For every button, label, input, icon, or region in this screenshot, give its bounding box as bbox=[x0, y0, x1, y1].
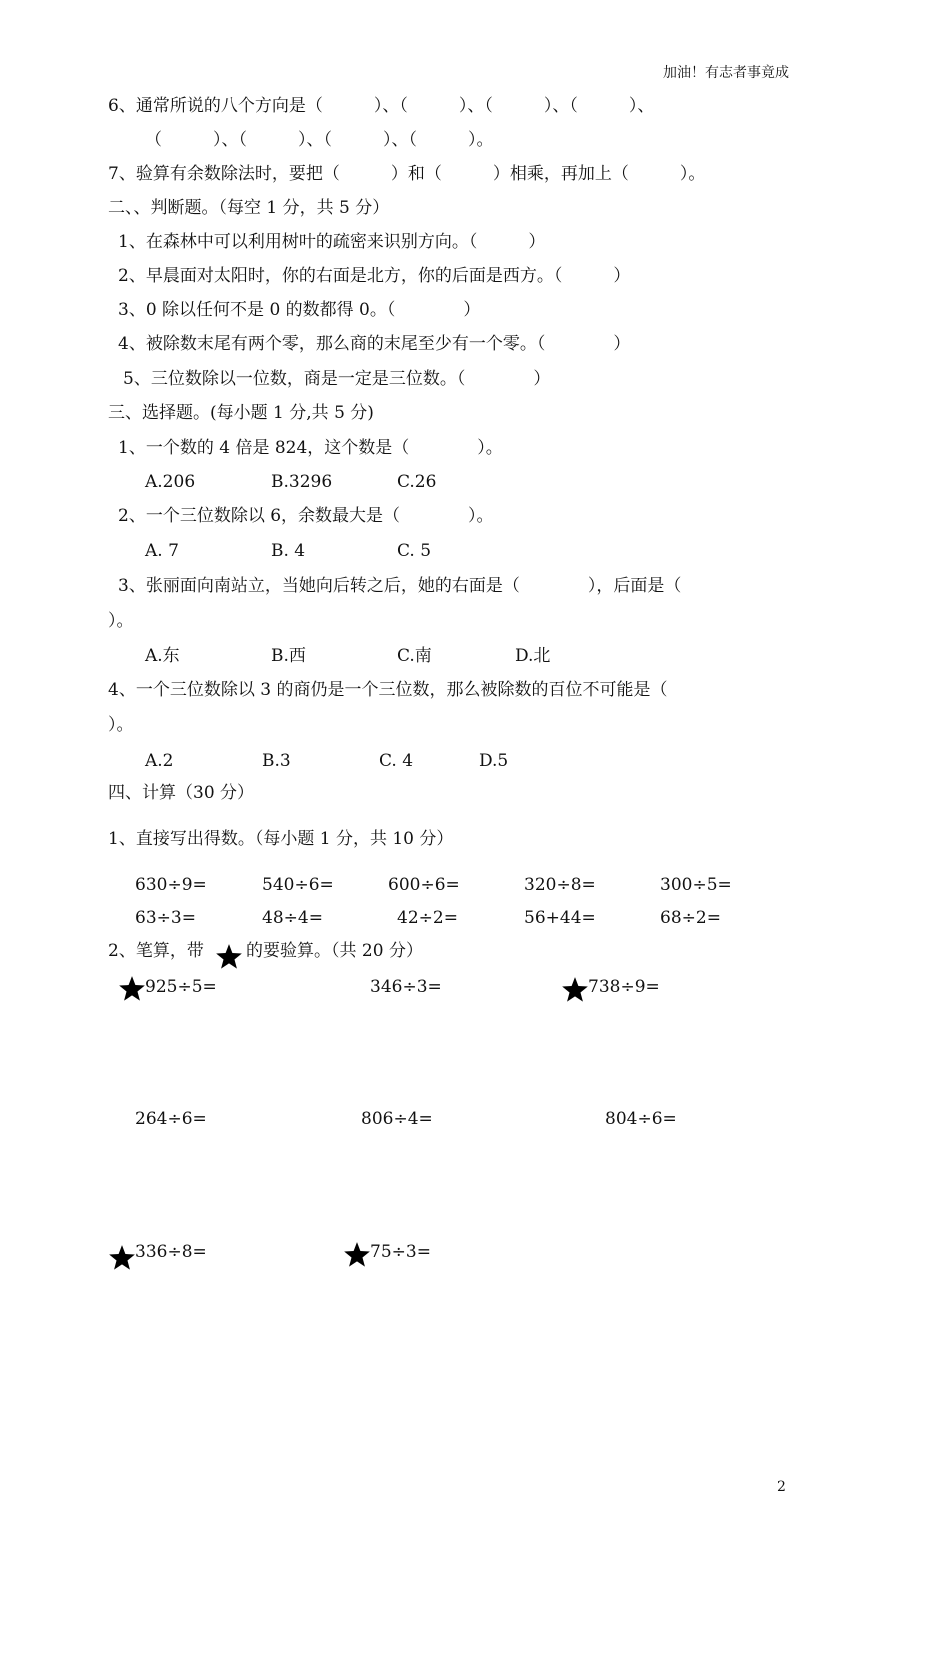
judge-item: 2、早晨面对太阳时，你的右面是北方，你的后面是西方。（ ） bbox=[118, 266, 631, 286]
choice-section-title: 三、选择题。(每小题 1 分,共 5 分) bbox=[108, 403, 374, 423]
written-calc-item: 346÷3= bbox=[370, 977, 442, 997]
choice-option: C.南 bbox=[397, 646, 432, 666]
choice-option: D.北 bbox=[515, 646, 551, 666]
written-calc-item: 738÷9= bbox=[588, 977, 660, 997]
choice-q2-stem: 2、一个三位数除以 6，余数最大是（ ）。 bbox=[118, 506, 494, 526]
calc-item: 56+44= bbox=[524, 908, 596, 928]
header-motto: 加油！有志者事竟成 bbox=[663, 65, 789, 81]
calc-item: 300÷5= bbox=[660, 875, 732, 895]
judge-section-title: 二、、判断题。（每空 1 分，共 5 分） bbox=[108, 198, 390, 218]
page-number: 2 bbox=[777, 1479, 786, 1495]
choice-option: A. 7 bbox=[145, 541, 179, 561]
written-calc-item: 264÷6= bbox=[135, 1109, 207, 1129]
judge-item: 5、三位数除以一位数，商是一定是三位数。（ ） bbox=[123, 369, 551, 389]
calc-item: 600÷6= bbox=[388, 875, 460, 895]
calc-item: 48÷4= bbox=[262, 908, 323, 928]
choice-q4-stem-cont: ）。 bbox=[108, 715, 134, 735]
choice-q3-stem-cont: ）。 bbox=[108, 611, 134, 631]
choice-option: B. 4 bbox=[271, 541, 306, 561]
choice-option: B.3 bbox=[262, 751, 291, 771]
choice-option: B.西 bbox=[271, 646, 306, 666]
calc-item: 42÷2= bbox=[397, 908, 458, 928]
written-calc-item: 804÷6= bbox=[605, 1109, 677, 1129]
choice-option: A.206 bbox=[145, 472, 196, 492]
star-icon bbox=[561, 976, 589, 1004]
question-6-line2: （ ）、（ ）、（ ）、（ ）。 bbox=[145, 130, 494, 150]
calc-item: 630÷9= bbox=[135, 875, 207, 895]
calc-section-title: 四、计算（30 分） bbox=[108, 783, 255, 803]
star-icon bbox=[343, 1241, 371, 1269]
calc-item: 540÷6= bbox=[262, 875, 334, 895]
judge-item: 4、被除数末尾有两个零，那么商的末尾至少有一个零。（ ） bbox=[118, 334, 631, 354]
written-calc-item: 336÷8= bbox=[135, 1242, 207, 1262]
written-calc-item: 75÷3= bbox=[370, 1242, 431, 1262]
star-icon bbox=[108, 1244, 136, 1272]
star-icon bbox=[215, 943, 243, 971]
calc-item: 63÷3= bbox=[135, 908, 196, 928]
choice-option: D.5 bbox=[479, 751, 509, 771]
choice-q3-stem: 3、张丽面向南站立，当她向后转之后，她的右面是（ ），后面是（ bbox=[118, 576, 682, 596]
choice-option: C.26 bbox=[397, 472, 437, 492]
written-calc-item: 925÷5= bbox=[145, 977, 217, 997]
choice-q1-stem: 1、一个数的 4 倍是 824，这个数是（ ）。 bbox=[118, 438, 503, 458]
choice-option: A.东 bbox=[145, 646, 180, 666]
written-calc-item: 806÷4= bbox=[361, 1109, 433, 1129]
choice-option: C. 4 bbox=[379, 751, 414, 771]
question-7: 7、验算有余数除法时，要把（ ）和（ ）相乘，再加上（ ）。 bbox=[108, 164, 706, 184]
written-calc-title-pre: 2、笔算，带 bbox=[108, 941, 204, 961]
choice-option: A.2 bbox=[145, 751, 174, 771]
written-calc-title-post: 的要验算。（共 20 分） bbox=[246, 941, 423, 961]
choice-option: C. 5 bbox=[397, 541, 432, 561]
calc-item: 320÷8= bbox=[524, 875, 596, 895]
choice-q4-stem: 4、一个三位数除以 3 的商仍是一个三位数，那么被除数的百位不可能是（ bbox=[108, 680, 668, 700]
star-icon bbox=[118, 975, 146, 1003]
judge-item: 3、0 除以任何不是 0 的数都得 0。（ ） bbox=[118, 300, 481, 320]
choice-option: B.3296 bbox=[271, 472, 333, 492]
direct-calc-title: 1、直接写出得数。（每小题 1 分，共 10 分） bbox=[108, 829, 454, 849]
question-6-line1: 6、通常所说的八个方向是（ ）、（ ）、（ ）、（ ）、 bbox=[108, 96, 655, 116]
judge-item: 1、在森林中可以利用树叶的疏密来识别方向。（ ） bbox=[118, 232, 546, 252]
calc-item: 68÷2= bbox=[660, 908, 721, 928]
